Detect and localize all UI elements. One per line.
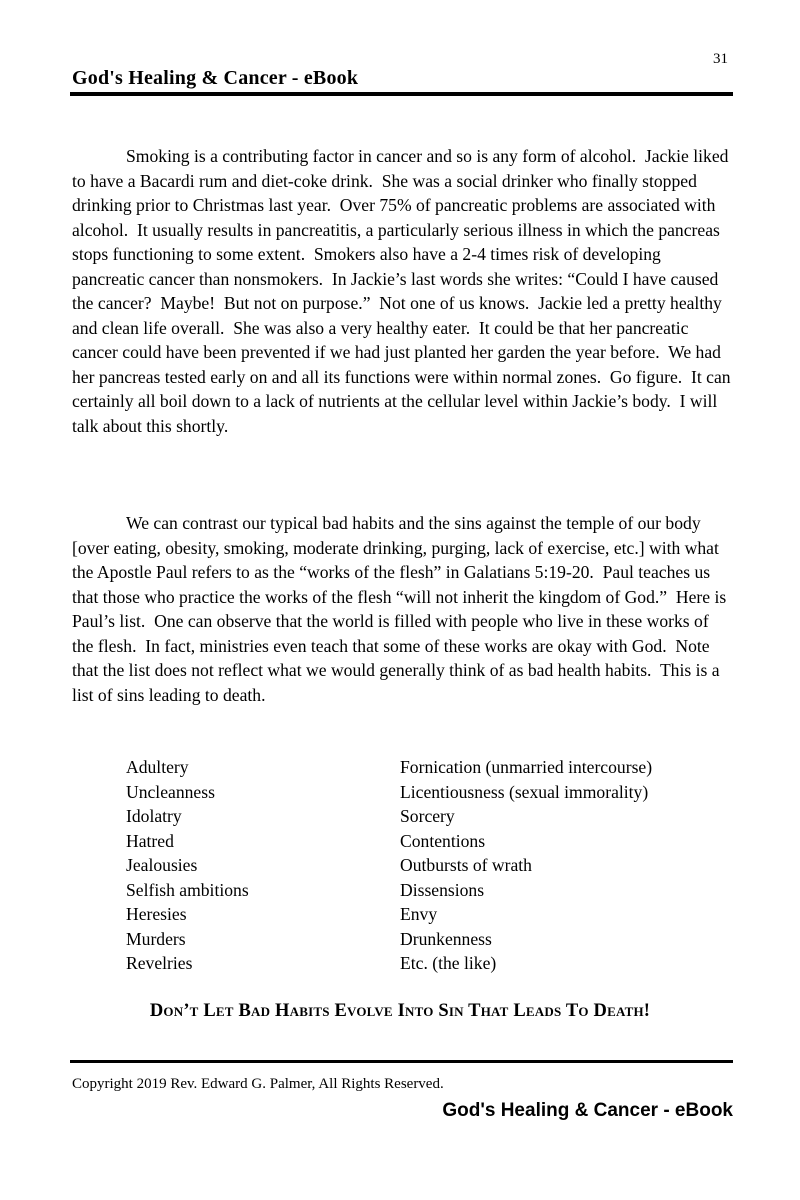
sin-list-item: Idolatry: [126, 806, 182, 826]
page-number: 31: [713, 51, 728, 67]
header-rule: [70, 92, 733, 96]
sin-list-row: [126, 829, 733, 854]
sin-list-item: Envy: [400, 904, 438, 924]
sin-list-row: [126, 804, 733, 829]
sin-list-item: Fornication (unmarried intercourse): [400, 757, 653, 777]
sin-list-item: Outbursts of wrath: [400, 855, 532, 875]
sin-list-row: [126, 951, 733, 976]
sin-list-row: [126, 927, 733, 952]
sin-list-item: Selfish ambitions: [126, 879, 249, 900]
slogan-dont-let-bad-habits: Don’t Let Bad Habits Evolve Into Sin That Leads To Death!: [149, 1001, 651, 1021]
sin-list-item: Murders: [126, 928, 186, 949]
sin-list-item: Contentions: [400, 830, 486, 851]
sin-list-item: Etc. (the like): [400, 953, 497, 973]
sin-list-item: Hatred: [126, 830, 174, 851]
sin-list-row: [126, 755, 733, 780]
sin-list-item: Heresies: [126, 904, 187, 924]
sin-list-item: Jealousies: [126, 855, 198, 875]
sin-list-item: Dissensions: [400, 879, 485, 900]
sin-list: [126, 755, 733, 976]
sin-list-row: [126, 780, 733, 805]
footer-title: God's Healing & Cancer - eBook: [442, 1100, 733, 1121]
paragraph-works-of-the-flesh: We can contrast our typical bad habits and the sins against the temple of our body [over eating, obesity, smoking, moderate drinking, purging, lack of exercise, etc.] with what the Apostle Paul refers to as the “works of the flesh” in Galatians 5:19-20. Paul teaches us that those who practice the works of the flesh “will not inherit the kingdom of God.” Here is Paul’s list. One can observe that the world is filled with people who live in these works of the flesh. In fact, ministries even teach that some of these works are okay with God. Note that the list does not reflect what we would generally think of as bad health habits. This is a list of sins leading to death.: [72, 513, 731, 705]
sin-list-item: Revelries: [126, 953, 193, 973]
sin-list-item: Adultery: [126, 757, 189, 777]
sin-list-item: Licentiousness (sexual immorality): [400, 781, 649, 802]
sin-list-row: [126, 878, 733, 903]
sin-list-row: [126, 902, 733, 927]
sin-list-row: [126, 853, 733, 878]
paragraph-smoking-alcohol: Smoking is a contributing factor in cancer and so is any form of alcohol. Jackie liked to have a Bacardi rum and diet-coke drink. She was a social drinker who finally stopped drinking prior to Christmas last year. Over 75% of pancreatic problems are associated with alcohol. It usually results in pancreatitis, a particularly serious illness in which the pancreas stops functioning to some extent. Smokers also have a 2-4 times risk of developing pancreatic cancer than nonsmokers. In Jackie’s last words she writes: “Could I have caused the cancer? Maybe! But not on purpose.” Not one of us knows. Jackie led a pretty healthy and clean life overall. She was also a very healthy eater. It could be that her pancreatic cancer could have been prevented if we had just planted her garden the year before. We had her pancreas tested early on and all its functions were within normal zones. Go figure. It can certainly all boil down to a lack of nutrients at the cellular level within Jackie’s body. I will talk about this shortly.: [72, 146, 735, 436]
header-title: God's Healing & Cancer - eBook: [72, 67, 359, 89]
sin-list-item: Drunkenness: [400, 928, 492, 949]
sin-list-item: Uncleanness: [126, 781, 215, 802]
sin-list-item: Sorcery: [400, 806, 455, 826]
footer-rule: [70, 1060, 733, 1063]
copyright-notice: Copyright 2019 Rev. Edward G. Palmer, All Rights Reserved.: [72, 1076, 444, 1092]
